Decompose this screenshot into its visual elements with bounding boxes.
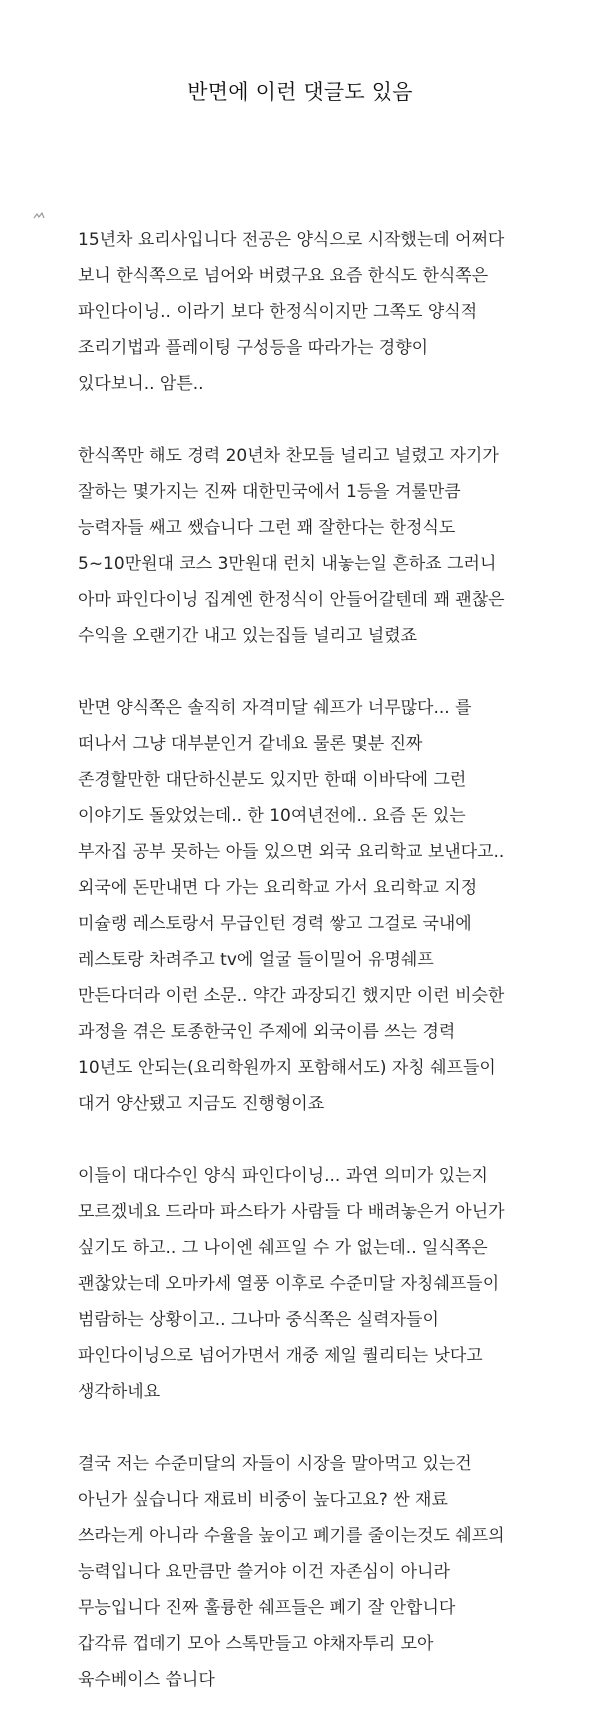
comment-text-line: 육수베이스 씁니다 — [78, 1670, 215, 1690]
comment-text-line: 싶기도 하고.. 그 나이엔 쉐프일 수 가 없는데.. 일식쪽은 — [78, 1238, 488, 1258]
comment-paragraph — [78, 438, 578, 654]
comment-text-line: 이들이 대다수인 양식 파인다이닝... 과연 의미가 있는지 — [78, 1166, 488, 1186]
comment-text-line: 무능입니다 진짜 훌륭한 쉐프들은 폐기 잘 안합니다 — [78, 1598, 456, 1618]
comment-text-line: 15년차 요리사입니다 전공은 양식으로 시작했는데 어쩌다 — [78, 230, 505, 250]
comment-text-line: 아마 파인다이닝 집계엔 한정식이 안들어갈텐데 꽤 괜찮은 — [78, 590, 505, 610]
quote-mark-icon — [32, 212, 46, 220]
comment-paragraph — [78, 1158, 578, 1410]
comment-text-line: 이야기도 돌았었는데.. 한 10여년전에.. 요즘 돈 있는 — [78, 806, 466, 826]
comment-text-line: 아닌가 싶습니다 재료비 비중이 높다고요? 싼 재료 — [78, 1490, 448, 1510]
comment-text-line: 떠나서 그냥 대부분인거 같네요 물론 몇분 진짜 — [78, 734, 423, 754]
comment-text-line: 보니 한식쪽으로 넘어와 버렸구요 요즘 한식도 한식쪽은 — [78, 266, 489, 286]
comment-body — [78, 222, 578, 1734]
page-title: 반면에 이런 댓글도 있음 — [187, 80, 413, 104]
comment-text-line: 5~10만원대 코스 3만원대 런치 내놓는일 흔하죠 그러니 — [78, 554, 497, 574]
comment-text-line: 과정을 겪은 토종한국인 주제에 외국이름 쓰는 경력 — [78, 1022, 456, 1042]
comment-text-line: 한식쪽만 해도 경력 20년차 찬모들 널리고 널렸고 자기가 — [78, 446, 499, 466]
comment-text-line: 파인다이닝으로 넘어가면서 개중 제일 퀄리티는 낫다고 — [78, 1346, 483, 1366]
comment-text-line: 갑각류 껍데기 모아 스톡만들고 야채자투리 모아 — [78, 1634, 434, 1654]
comment-text-line: 범람하는 상황이고.. 그나마 중식쪽은 실력자들이 — [78, 1310, 439, 1330]
comment-text-line: 능력자들 쌔고 쌨습니다 그런 꽤 잘한다는 한정식도 — [78, 518, 456, 538]
comment-text-line: 수익을 오랜기간 내고 있는집들 널리고 널렸죠 — [78, 626, 418, 646]
comment-paragraph — [78, 222, 578, 402]
comment-text-line: 잘하는 몇가지는 진짜 대한민국에서 1등을 겨룰만큼 — [78, 482, 461, 502]
comment-text-line: 만든다더라 이런 소문.. 약간 과장되긴 했지만 이런 비슷한 — [78, 986, 505, 1006]
comment-text-line: 미슐랭 레스토랑서 무급인턴 경력 쌓고 그걸로 국내에 — [78, 914, 472, 934]
comment-text-line: 대거 양산됐고 지금도 진행형이죠 — [78, 1094, 325, 1114]
comment-text-line: 부자집 공부 못하는 아들 있으면 외국 요리학교 보낸다고.. — [78, 842, 505, 862]
comment-text-line: 능력입니다 요만큼만 쓸거야 이건 자존심이 아니라 — [78, 1562, 450, 1582]
comment-text-line: 10년도 안되는(요리학원까지 포함해서도) 자칭 쉐프들이 — [78, 1058, 496, 1078]
comment-text-line: 존경할만한 대단하신분도 있지만 한때 이바닥에 그런 — [78, 770, 467, 790]
comment-text-line: 있다보니.. 암튼.. — [78, 374, 204, 394]
comment-text-line: 쓰라는게 아니라 수율을 높이고 폐기를 줄이는것도 쉐프의 — [78, 1526, 505, 1546]
comment-text-line: 괜찮았는데 오마카세 열풍 이후로 수준미달 자칭쉐프들이 — [78, 1274, 500, 1294]
comment-text-line: 반면 양식쪽은 솔직히 자격미달 쉐프가 너무많다... 를 — [78, 698, 472, 718]
comment-text-line: 파인다이닝.. 이라기 보다 한정식이지만 그쪽도 양식적 — [78, 302, 478, 322]
comment-text-line: 조리기법과 플레이팅 구성등을 따라가는 경향이 — [78, 338, 429, 358]
comment-text-line: 생각하네요 — [78, 1382, 161, 1402]
comment-text-line: 외국에 돈만내면 다 가는 요리학교 가서 요리학교 지정 — [78, 878, 478, 898]
comment-paragraph — [78, 690, 578, 1122]
comment-text-line: 레스토랑 차려주고 tv에 얼굴 들이밀어 유명쉐프 — [78, 950, 434, 970]
comment-text-line: 결국 저는 수준미달의 자들이 시장을 말아먹고 있는건 — [78, 1454, 472, 1474]
comment-text-line: 모르겠네요 드라마 파스타가 사람들 다 배려놓은거 아닌가 — [78, 1202, 505, 1222]
comment-paragraph — [78, 1446, 578, 1698]
